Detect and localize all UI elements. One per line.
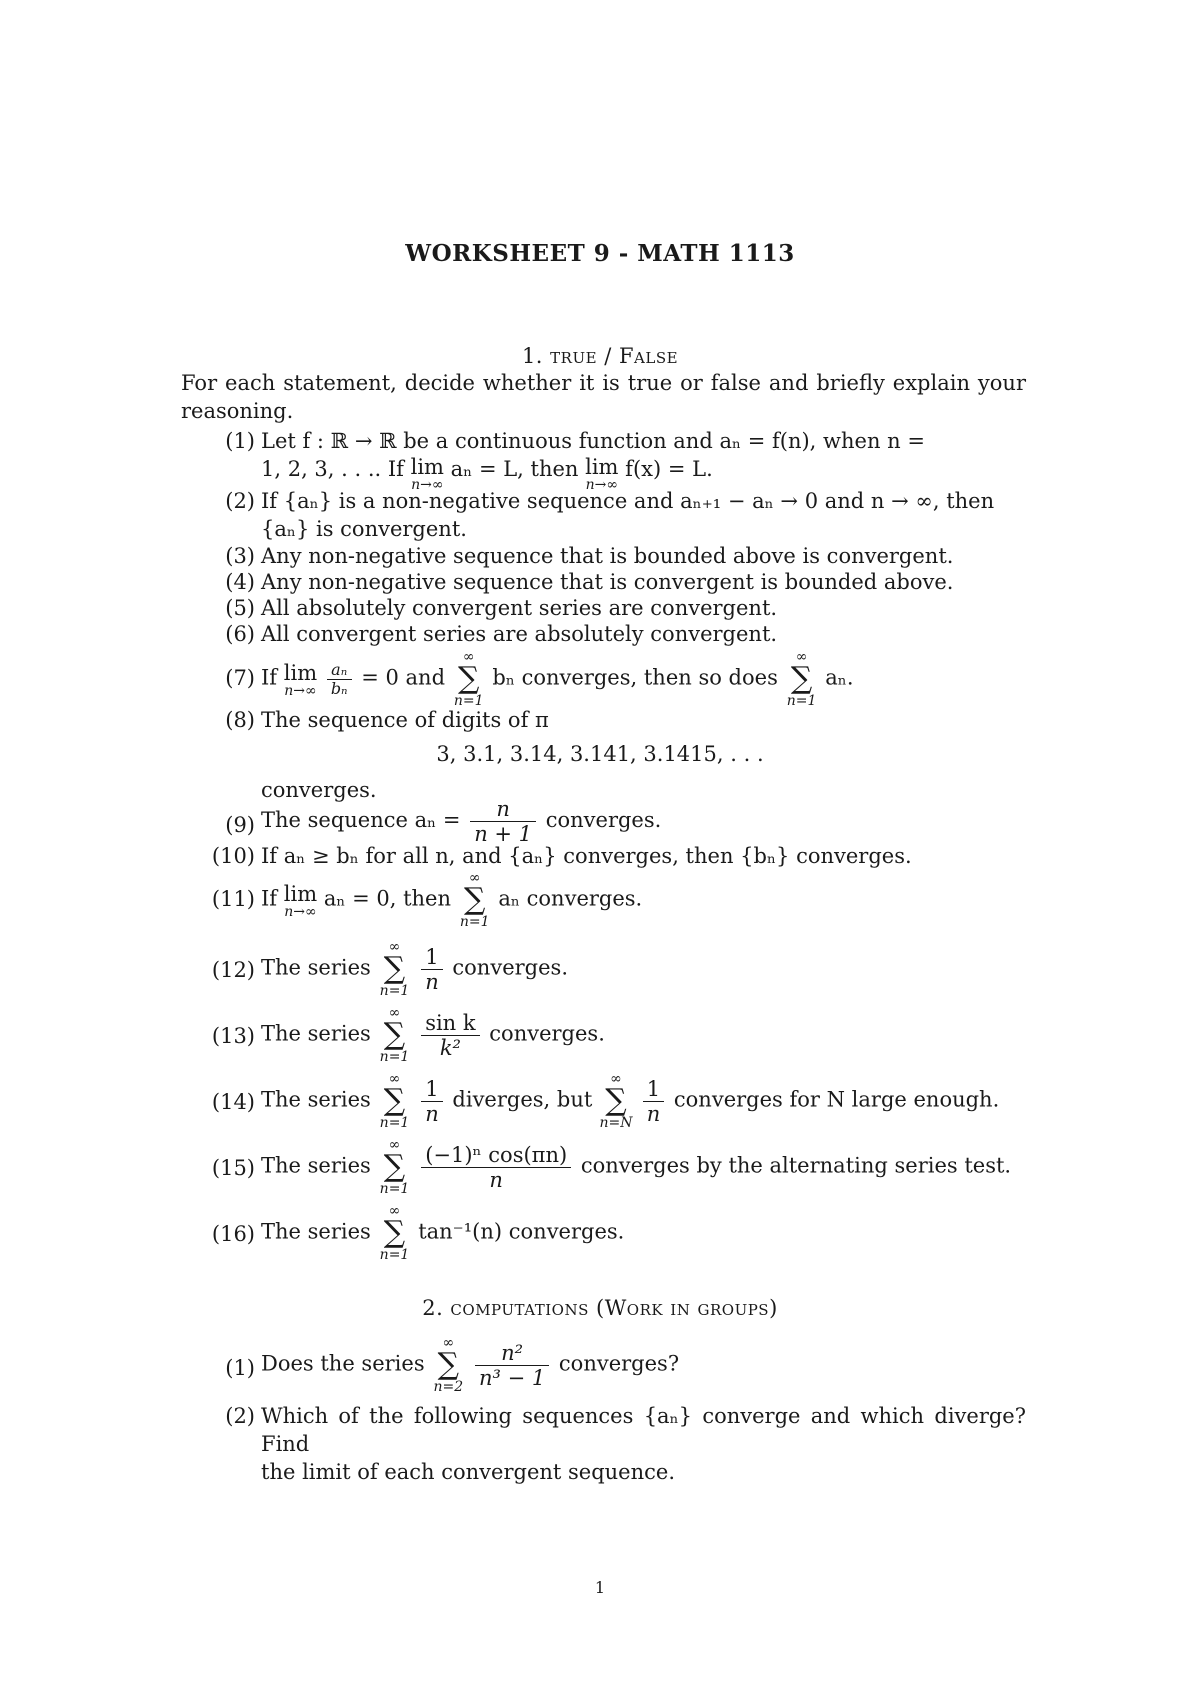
tf-item-11: (11) If lim n→∞ aₙ = 0, then ∞ ∑ n=1 aₙ converges. [211,870,643,930]
tf-item-9: (9) The sequence aₙ = $\frac{n}{n + 1}$ converges. [225,797,662,846]
tf-item-1-line2: 1, 2, 3, . . .. If lim n→∞ aₙ = L, then lim n→∞ f(x) = L. [261,455,713,493]
tf-item-16: (16) The series ∞ ∑ n=1 tan⁻¹(n) converges. [211,1203,625,1263]
tf-item-14: (14) The series ∞ ∑ n=1 $\frac{1}{n}$ diverges, but ∞ ∑ n=N $\frac{1}{n}$ converges for N large enough. [211,1071,1000,1131]
section-1-intro: For each statement, decide whether it is true or false and briefly explain your reasoning. [181,371,1026,423]
tf-item-13: (13) The series ∞ ∑ n=1 $\frac{\text{sin k}}{\text{k²}}$ converges. [211,1005,605,1065]
tf-item-15: (15) The series ∞ ∑ n=1 $\frac{\text{(−1)ⁿ cos(πn)}}{n}$ converges by the alternating series test. [211,1137,1012,1197]
tf-item-12: (12) The series ∞ ∑ n=1 $\frac{1}{n}$ converges. [211,939,568,999]
page-title: WORKSHEET 9 - MATH 1113 [405,240,795,267]
tf-item-8-display: 3, 3.1, 3.14, 3.141, 3.1415, . . . [436,742,764,766]
tf-item-1-line1: Let f : ℝ → ℝ be a continuous function and aₙ = f(n), when n = [261,429,925,453]
comp-item-1: (1) Does the series ∞ ∑ n=2 $\frac{\text{n²}}{\text{n³ − 1}}$ converges? [225,1335,680,1395]
tf-item-7: (7) If lim n→∞ $\frac{\text{aₙ}}{\text{bₙ}}$ = 0 and ∞ ∑ n=1 bₙ converges, then so does ∞ ∑ n=1 aₙ. [225,649,854,709]
worksheet-page: WORKSHEET 9 - MATH 1113 1. true / False For each statement, decide whether it is true or false and briefly explain your reasoning. (1) Let f : ℝ → ℝ be a continuous function and aₙ = f(n), when n = 1, 2, 3, . . .. If lim n→∞ aₙ = L, then lim n→∞ f(x) = L. (2) If {aₙ} is a non-negative sequence and aₙ₊₁ − aₙ → 0 and n → ∞, then {aₙ} is convergent. (3) Any non-negative sequence that is bounded above is convergent. (4) Any non-negative sequence that is convergent is bounded above. (5) All absolutely convergent series are convergent. (6) All convergent series are absolutely convergent. (7) If lim n→∞ $\frac{\text{aₙ}}{\text{bₙ}}$ = 0 and ∞ ∑ n=1 bₙ converges, then so does ∞ ∑ n=1 aₙ. (8) The sequence of digits of π 3, 3.1, 3.14, 3.141, 3.1415, . . . converges. (9) The sequence aₙ = $\frac{n}{n + 1}$ converges. (10) If aₙ ≥ bₙ for all n, and {aₙ} converges, then {bₙ} converges. (11) If lim n→∞ aₙ = 0, then ∞ ∑ n=1 aₙ converges. (12) The series ∞ ∑ n=1 $\frac{1}{n}$ converges. (13) The series ∞ ∑ n=1 $\frac{\text{sin k}}{\text{k²}}$ converges. (14) The series ∞ ∑ n=1 $\frac{1}{n}$ diverges, but ∞ ∑ n=N $\frac{1}{n}$ converges for N large enough. (15) The series ∞ ∑ n=1 $\frac{\text{(−1)ⁿ cos(πn)}}{n}$ converges by the alternating series test. (16) The series ∞ ∑ n=1 tan⁻¹(n) converges. 2. computations (Work in groups) (1) Does the series ∞ ∑ n=2 $\frac{\text{n²}}{\text{n³ − 1}}$ converges? (2) Which of the following sequences {aₙ} converge and which diverge? Find the limit of each convergent sequence. 1 [0,0,1200,1696]
section-2-heading: 2. computations (Work in groups) [422,1296,778,1320]
page-number: 1 [594,1578,606,1597]
section-1-heading: 1. true / False [521,344,679,368]
